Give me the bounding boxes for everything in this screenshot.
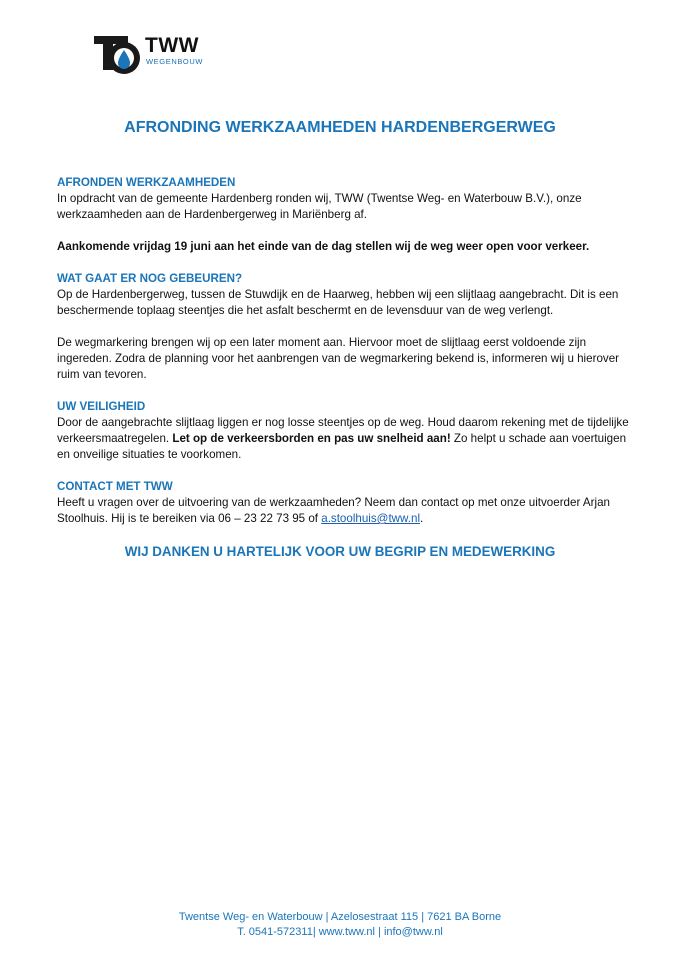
footer xyxy=(0,910,680,940)
veiligheid-text-before: Door de aangebrachte slijtlaag liggen er nog losse steentjes op de weg. Houd daarom rekening met de tijdelijke verkeersmaatregelen. xyxy=(57,416,629,445)
paragraph-contact xyxy=(57,495,637,527)
heading-veiligheid: UW VEILIGHEID xyxy=(57,400,146,413)
paragraph-afronden: In opdracht van de gemeente Hardenberg ronden wij, TWW (Twentse Weg- en Waterbouw B.V.), onze werkzaamheden aan de Hardenbergerweg in Mariënberg af. xyxy=(57,192,582,221)
page-title: AFRONDING WERKZAAMHEDEN HARDENBERGERWEG xyxy=(124,119,556,136)
email-link[interactable]: a.stoolhuis@tww.nl xyxy=(321,512,421,525)
footer-address: Twentse Weg- en Waterbouw | Azelosestraat 115 | 7621 BA Borne xyxy=(178,911,502,923)
heading-gebeuren: WAT GAAT ER NOG GEBEUREN? xyxy=(57,272,243,285)
veiligheid-text-after: Zo helpt u schade aan voertuigen en onveilige situaties te voorkomen. xyxy=(57,432,627,461)
heading-afronden: AFRONDEN WERKZAAMHEDEN xyxy=(57,176,236,189)
letter-body xyxy=(57,175,637,527)
footer-contact: T. 0541-572311| www.tww.nl | info@tww.nl xyxy=(237,926,443,938)
contact-text-after: . xyxy=(420,512,424,525)
tww-logo xyxy=(94,34,214,76)
veiligheid-warning: Let op de verkeersborden en pas uw snelheid aan! xyxy=(172,432,451,445)
logo-name: TWW xyxy=(145,34,199,57)
logo-subtitle: WEGENBOUW xyxy=(146,57,204,66)
paragraph-gebeuren-1: Op de Hardenbergerweg, tussen de Stuwdijk en de Haarweg, hebben wij een slijtlaag aangebracht. Dit is een beschermende toplaag steentjes die het asfalt beschermt en de levensduur van de weg verlengt. xyxy=(57,288,619,317)
paragraph-veiligheid xyxy=(57,415,637,463)
paragraph-gebeuren-2: De wegmarkering brengen wij op een later moment aan. Hiervoor moet de slijtlaag eerst voldoende zijn ingereden. Zodra de planning voor het aanbrengen van de wegmarkering bekend is, informeren wij u hierover ruim van tevoren. xyxy=(57,336,619,381)
tww-logo-icon xyxy=(94,34,142,76)
heading-contact: CONTACT MET TWW xyxy=(57,480,173,493)
contact-text-before: Heeft u vragen over de uitvoering van de werkzaamheden? Neem dan contact op met onze uitvoerder Arjan Stoolhuis. Hij is te bereiken via 06 – 23 22 73 95 of xyxy=(57,496,610,525)
thanks-note: WIJ DANKEN U HARTELIJK VOOR UW BEGRIP EN MEDEWERKING xyxy=(124,544,556,559)
announcement: Aankomende vrijdag 19 juni aan het einde van de dag stellen wij de weg weer open voor verkeer. xyxy=(57,240,590,253)
